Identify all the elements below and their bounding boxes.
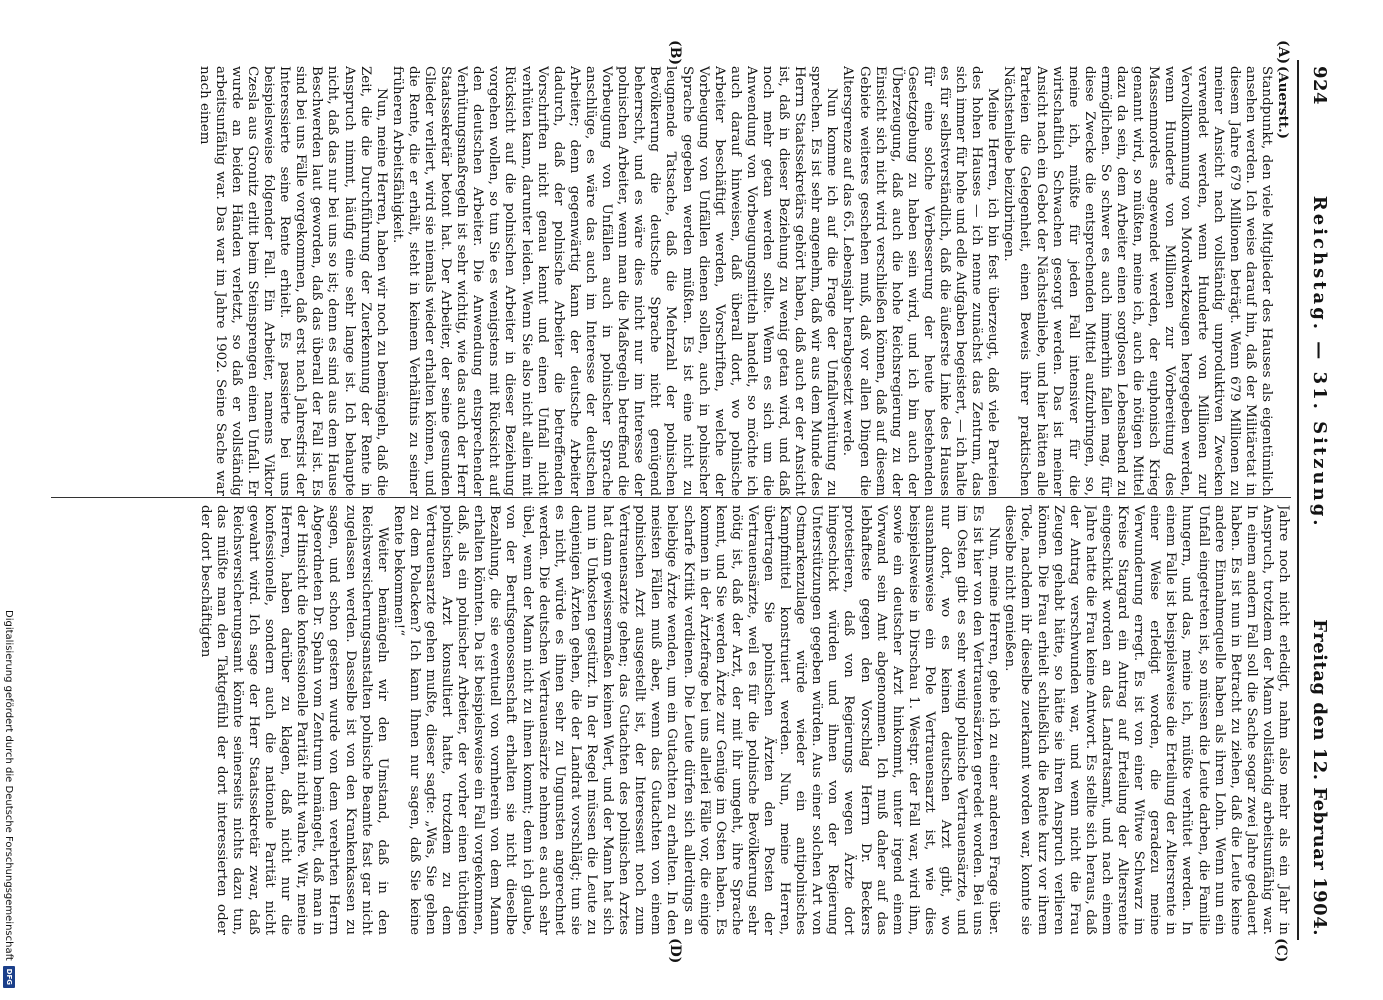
right-paragraph: Weiter bemängeln wir den Umstand, daß in den Reichsversicherungsanstalten polnische Beamte fast gar nicht zugelassen werden. Dasselbe ist von den Krankenkassen zu sagen, und schon gestern wurde von dem verehrten Herrn Abgeordneten Dr. Spahn vom Zentrum bemängelt, daß man in der Hinsicht die konfessionelle Parität nicht wahre. Wir, meine Herren, haben darüber zu klagen, daß nicht nur die konfessionelle, sondern auch die nationale Parität nicht gewahrt wird. Ich sage der Herr Staatssekretär zwar, daß Reichsversicherungsamt könnte seinerseits nichts dazu tun, das müßte man den Taktgefühl der dort interessierten oder der dort beschäftigten xyxy=(197,505,390,935)
right-text-column xyxy=(51,505,1291,935)
left-paragraph: Meine Herren, ich bin fest überzeugt, daß viele Parteien des hohen Hauses — ich nenne zunächst das Zentrum, das sich immer für hohe und edle Aufgaben begeistert, — ich halte es für selbstverständlich, daß die äußerste Linke des Hauses für eine solche Verbesserung der heute bestehenden Gesetzgebung zu haben sein wird, und ich bin auch der Überzeugung, daß auch die hohe Reichsregierung zu der Einsicht sich nicht wird verschließen können, daß auf diesem Gebiete weiteres geschehen muß, daß vor allen Dingen die Altersgrenze auf das 65. Lebensjahr herabgesetzt werde. xyxy=(840,66,1001,496)
left-paragraph: Nun komme ich auf die Frage der Unfallverhütung zu sprechen. Es ist sehr angenehm, daß wir aus dem Munde des Herrn Staatssekretärs gehört haben, daß auch er der Ansicht ist, daß in dieser Beziehung zu wenig getan wird, und daß noch mehr getan werden sollte. Wenn es sich um die Anwendung von Vorbeugungsmitteln handelt, so möchte ich auch darauf hinweisen, daß überall dort, wo polnische Arbeiter beschäftigt werden, Vorschriften, welche der Vorbeugung von Unfällen dienen sollen, auch in polnischer Sprache gegeben werden müßten. Es ist eine nicht zu leugnende Tatsache, daß die Mehrzahl der polnischen Bevölkerung die deutsche Sprache nicht genügend beherrscht, und es wäre dies nicht nur im Interesse der polnischen Arbeiter, wenn man die Maßregeln betreffend die Vorbeugung von Unfällen auch in polnischer Sprache anschlüge, es wäre das auch im Interesse der deutschen Arbeiter; denn gegenwärtig kann der deutsche Arbeiter dadurch, daß der polnische Arbeiter die betreffenden Vorschriften nicht genau kennt und einen Unfall nicht verhüten kann, darunter leiden. Wenn Sie also nicht allein mit Rücksicht auf die polnischen Arbeiter in dieser Beziehung vorgehen wollen, so tun Sie es wenigstens mit Rücksicht auf den deutschen Arbeiter. Die Anwendung entsprechender Verhütungsmaßregeln ist sehr wichtig, wie das auch der Herr Staatssekretär betont hat. Der Arbeiter, der seine gesunden Glieder verliert, wird sie niemals wieder erhalten können, und die Rente, die er erhält, steht in keinem Verhältnis zu seiner früheren Arbeitsfähigkeit. xyxy=(389,66,840,496)
margin-marker-d: (D) xyxy=(667,938,683,964)
margin-marker-b: (B) xyxy=(667,40,683,66)
margin-marker-c: (C) xyxy=(1273,938,1289,963)
left-paragraph: Standpunkt, den viele Mitglieder des Hauses als eigentümlich ansehen werden. Ich weise darauf hin, daß der Militäretat in diesem Jahre 679 Millionen beträgt. Wenn 679 Millionen zu meiner Ansicht nach vollständig unproduktiven Zwecken verwendet werden, wenn Hunderte von Millionen zur Vervollkommnung von Mordwerkzeugen hergegeben werden, wenn Hunderte von Millionen zur Vorbereitung des Massenmordes angewendet werden, der euphonisch Krieg genannt wird, so müßten, meine ich, auch die nötigen Mittel dazu da sein, dem Arbeiter einen sorglosen Lebensabend zu ermöglichen. So schwer es auch immerhin fallen mag, für diese Zwecke die entsprechenden Mittel aufzubringen, so, meine ich, müßte für jeden Fall intensiver für die wirtschaftlich Schwachen gesorgt werden. Das ist meiner Ansicht nach ein Gebot der Nächstenliebe, und hier hätten alle Parteien die Gelegenheit, einen Beweis ihrer praktischen Nächstenliebe beizubringen. xyxy=(1001,66,1274,496)
right-paragraph: Nun, meine Herren, gehe ich zu einer anderen Frage über. Es ist hier von den Vertrauensärzten geredet worden. Bei uns im Osten gibt es sehr wenig polnische Vertrauensärzte, und nur dort, wo es keinen deutschen Arzt gibt, wo ausnahmsweise ein Pole Vertrauensarzt ist, wie dies beispielsweise in Dirschau 1. Westpr. der Fall war, wird ihm, sowie ein deutscher Arzt hinkommt, unter irgend einem Vorwand sein Amt abgenommen. Ich muß daher auf das lebhafteste gegen den Vorschlag Herrn Dr. Beckers protestieren, daß von Regierungs wegen Ärzte dort hingeschickt würden und ihnen von der Regierung Unterstützungen gegeben würden. Aus einer solchen Art von Ostmarkenzulage würde wieder ein antipolnisches Kampfmittel konstruiert werden. Nun, meine Herren, übertragen Sie polnischen Ärzten den Posten der Vertrauensärzte, weil es für die polnische Bevölkerung sehr nötig ist, daß der Arzt, der mit ihr umgeht, ihre Sprache kennt, und Sie werden Ärzte zur Genüge im Osten haben. Es kommen in der Ärztefrage bei uns allerlei Fälle vor, die einige scharfe Kritik verdienen. Die Leute dürfen sich allerdings an beliebige Ärzte wenden, um ein Gutachten zu erhalten. In den meisten Fällen muß aber, wenn das Gutachten von einem polnischen Arzt ausgestellt ist, der Interessent noch zum Vertrauensarzte gehen; das Gutachten des polnischen Arztes hat dann gewissermaßen keinen Wert, und der Mann hat sich nun in Unkosten gestürzt. In der Regel müssen die Leute zu denjenigen Ärzten gehen, die der Landrat vorschlägt; tun sie es nicht, würde es ihnen sehr zu Ungunsten angerechnet werden. Die deutschen Vertrauensärzte nehmen es auch sehr übel, wenn der Mann nicht zu ihnen kommt; denn ich glaube, von der Berufsgenossenschaft erhalten sie nicht dieselbe Bezahlung, die sie eventuell von vornherein von dem Mann erhalten könnten. Da ist beispielsweise ein Fall vorgekommen, daß, als ein polnischer Arbeiter, der vorher einen tüchtigen polnischen Arzt konsultiert hatte, trotzdem zu dem Vertrauensarzte gehen mußte, dieser sagte: „Was, Sie gehen zu dem Polacken? Ich kann Ihnen nur sagen, daß Sie keine Rente bekommen!“ xyxy=(390,505,1002,935)
speaker-tag: (Auerstt.) xyxy=(1275,66,1291,139)
margin-marker-a: (A) xyxy=(1275,40,1291,65)
right-paragraph: Jahre noch nicht erledigt, nahm also mehr als ein Jahr in Anspruch, trotzdem der Mann vollständig arbeitsunfähig war. In einem andern Fall soll die Sache sogar zwei Jahre gedauert haben. Es ist nun in Betracht zu ziehen, daß die Leute keine andere Einnahmequelle haben als ihren Lohn. Wenn nun ein Unfall eingetreten ist, so müssen die Leute darben, die Familie hungern, und das, meine ich, müßte verhütet werden. In einem Falle ist beispielsweise die Erteilung der Altersrente in einer Weise erledigt worden, die geradezu meine Verwunderung erregt. Es ist von einer Witwe Schwarz im Kreise Stargard ein Antrag auf Erteilung der Altersrente eingeschickt worden an das Landratsamt, und nach einem Jahre hatte die Frau keine Antwort. Es stellte sich heraus, daß der Antrag verschwunden war, und wenn nicht die Frau Zeugen gehabt hätte, so hätte sie ihren Anspruch verlieren können. Die Frau erhielt schließlich die Rente kurz vor ihrem Tode, nachdem ihr dieselbe zuerkannt worden war, konnte sie dieselbe nicht genießen. xyxy=(1002,505,1291,935)
session-title: Reichstag. — 31. Sitzung. xyxy=(1309,195,1331,529)
dfg-logo: DFG xyxy=(3,966,15,988)
session-date: Freitag den 12. Februar 1904. xyxy=(1309,619,1331,936)
left-text-column xyxy=(51,66,1291,496)
page-number: 924 xyxy=(1309,66,1331,106)
column-separator xyxy=(51,497,1291,498)
credit-text: Digitalisierung gefördert durch die Deutsche Forschungsgemeinschaft xyxy=(3,610,15,961)
digitization-credit xyxy=(2,610,24,990)
page-header xyxy=(1305,66,1335,936)
left-paragraph: Nun, meine Herren, haben wir noch zu bemängeln, daß die Zeit, die die Durchführung der Zuerkennung der Rente in Anspruch nimmt, häufig eine sehr lange ist. Ich behaupte nicht, daß das nur bei uns so ist; denn es sind aus dem Hause Beschwerden laut geworden, daß das überall der Fall ist. Es sind bei uns Fälle vorgekommen, daß erst nach Jahresfrist der Interessierte seine Rente erhielt. Es passierte bei uns beispielsweise folgender Fall. Ein Arbeiter, namens Viktor Czesla aus Gronitz erlitt beim Steinsprengen einen Unfall. Er wurde an beiden Händen verletzt, so daß er vollständig arbeitsunfähig war. Das war im Jahre 1902. Seine Sache war nach einem xyxy=(196,66,389,496)
header-rule xyxy=(1297,60,1299,940)
